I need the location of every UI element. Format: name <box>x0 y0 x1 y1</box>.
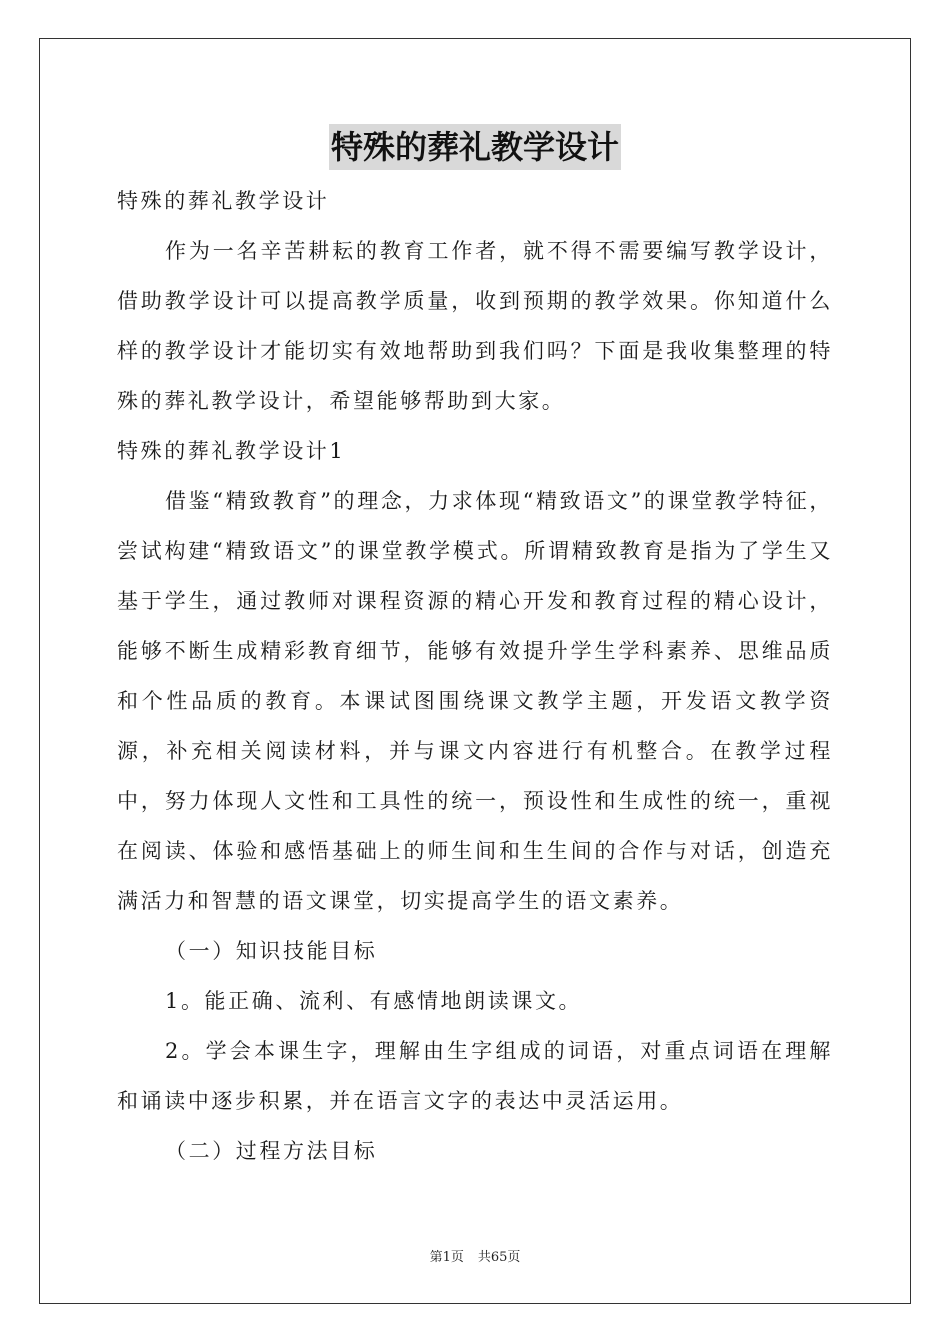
section-heading: 特殊的葬礼教学设计1 <box>117 439 346 463</box>
paragraph: 作为一名辛苦耕耘的教育工作者，就不得不需要编写教学设计，借助教学设计可以提高教学质量，收到预期的教学效果。你知道什么样的教学设计才能切实有效地帮助到我们吗？下面是我收集整理的特殊的葬礼教学设计，希望能够帮助到大家。 <box>117 239 833 413</box>
page-footer <box>0 1246 950 1265</box>
page-total: 共65页 <box>477 1250 521 1265</box>
title-area <box>0 124 950 170</box>
paragraph: 特殊的葬礼教学设计 <box>117 189 330 213</box>
page-number: 第1页 <box>429 1250 464 1265</box>
list-item: 1。能正确、流利、有感情地朗读课文。 <box>165 989 583 1013</box>
subheading: （一）知识技能目标 <box>165 939 378 963</box>
subheading: （二）过程方法目标 <box>165 1139 378 1163</box>
list-item: 2。学会本课生字，理解由生字组成的词语，对重点词语在理解和诵读中逐步积累，并在语言文字的表达中灵活运用。 <box>117 1039 833 1113</box>
paragraph: 借鉴“精致教育”的理念，力求体现“精致语文”的课堂教学特征，尝试构建“精致语文”的课堂教学模式。所谓精致教育是指为了学生又基于学生，通过教师对课程资源的精心开发和教育过程的精心设计，能够不断生成精彩教育细节，能够有效提升学生学科素养、思维品质和个性品质的教育。本课试图围绕课文教学主题，开发语文教学资源，补充相关阅读材料，并与课文内容进行有机整合。在教学过程中，努力体现人文性和工具性的统一，预设性和生成性的统一，重视在阅读、体验和感悟基础上的师生间和生生间的合作与对话，创造充满活力和智慧的语文课堂，切实提高学生的语文素养。 <box>117 489 833 913</box>
document-body <box>117 176 833 1176</box>
document-title: 特殊的葬礼教学设计 <box>329 124 621 170</box>
